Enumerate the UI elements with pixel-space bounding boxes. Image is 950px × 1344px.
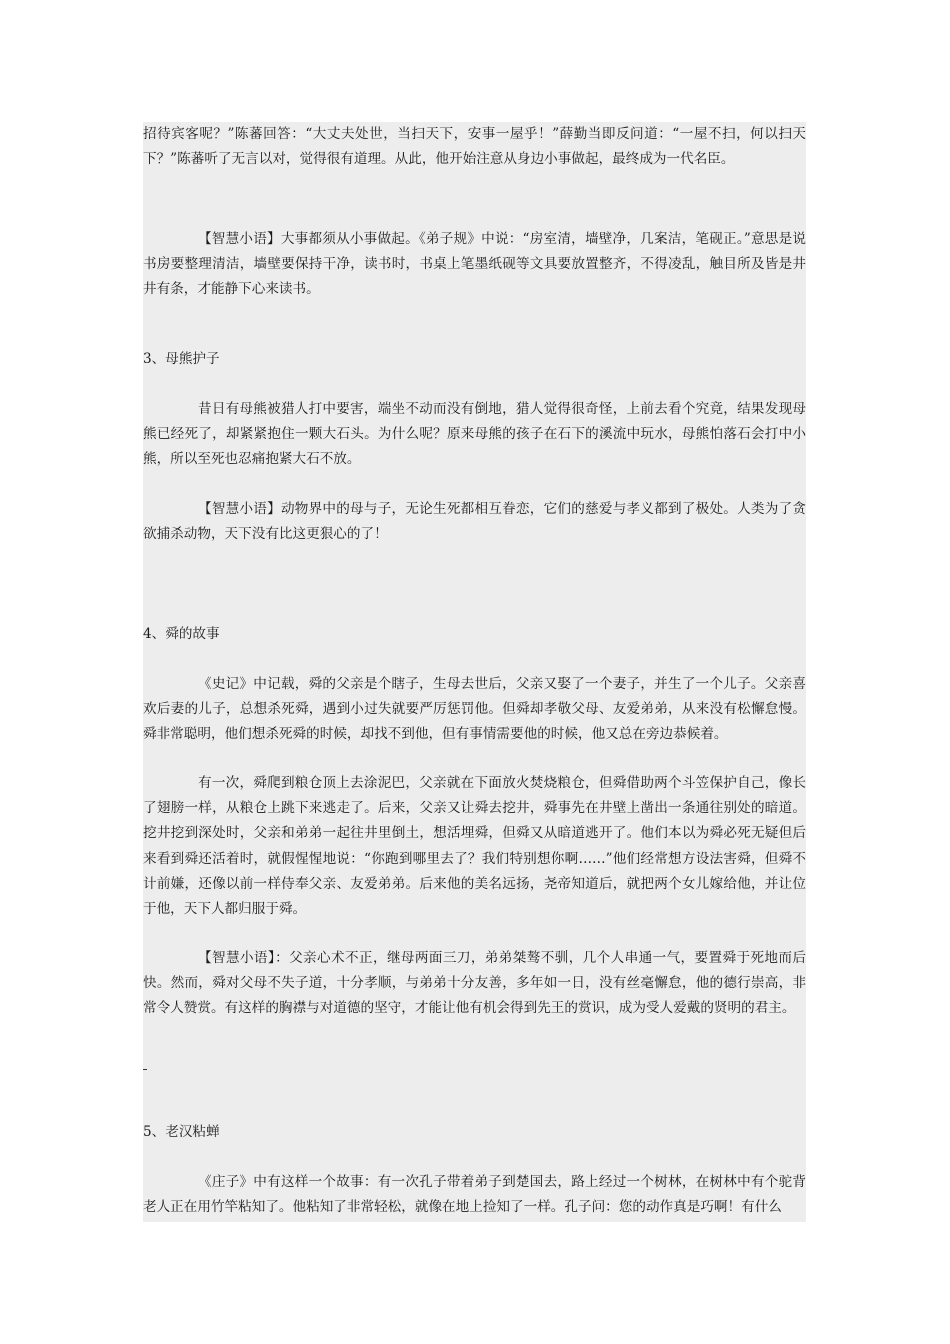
story-paragraph-4a: 《史记》中记载，舜的父亲是个瞎子，生母去世后，父亲又娶了一个妻子，并生了一个儿子。父亲喜欢后妻的儿子，总想杀死舜，遇到小过失就要严厉惩罚他。但舜却孝敬父母、友爱弟弟，从来没有松懈怠慢。舜非常聪明，他们想杀死舜的时候，却找不到他，但有事情需要他的时候，他又总在旁边恭候着。 — [143, 676, 806, 743]
story-paragraph-5: 《庄子》中有这样一个故事：有一次孔子带着弟子到楚国去，路上经过一个树林，在树林中有个驼背老人正在用竹竿粘知了。他粘知了非常轻松，就像在地上捡知了一样。孔子问：您的动作真是巧啊！有什么 — [143, 1174, 806, 1216]
story-paragraph-4b: 有一次，舜爬到粮仓顶上去涂泥巴，父亲就在下面放火焚烧粮仓，但舜借助两个斗笠保护自己，像长了翅膀一样，从粮仓上跳下来逃走了。后来，父亲又让舜去挖井，舜事先在井壁上凿出一条通往别处的暗道。挖井挖到深处时，父亲和弟弟一起往井里倒土，想活埋舜，但舜又从暗道逃开了。他们本以为舜必死无疑但后来看到舜还活着时，就假惺惺地说：“你跑到哪里去了？我们特别想你啊……”他们经常想方设法害舜，但舜不计前嫌，还像以前一样侍奉父亲、友爱弟弟。后来他的美名远扬，尧帝知道后，就把两个女儿嫁给他，并让位于他，天下人都归服于舜。 — [143, 775, 806, 918]
wisdom-paragraph-3: 【智慧小语】动物界中的母与子，无论生死都相互眷恋，它们的慈爱与孝义都到了极处。人类为了贪欲捕杀动物，天下没有比这更狠心的了！ — [143, 501, 806, 543]
wisdom-paragraph-4: 【智慧小语】：父亲心术不正，继母两面三刀，弟弟桀骜不驯，几个人串通一气，要置舜于死地而后快。然而，舜对父母不失子道，十分孝顺，与弟弟十分友善，多年如一日，没有丝毫懈怠，他的德行崇高，非常令人赞赏。有这样的胸襟与对道德的坚守，才能让他有机会得到先王的赏识，成为受人爱戴的贤明的君主。 — [143, 950, 806, 1017]
section-heading-3: 3、母熊护子 — [143, 351, 220, 367]
section-heading-4: 4、舜的故事 — [143, 626, 220, 642]
stray-mark — [143, 1069, 147, 1070]
section-heading-5: 5、老汉粘蝉 — [143, 1124, 220, 1140]
wisdom-paragraph-2: 【智慧小语】大事都须从小事做起。《弟子规》中说：“房室清，墙壁净，几案洁，笔砚正。”意思是说书房要整理清洁，墙壁要保持干净，读书时，书桌上笔墨纸砚等文具要放置整齐，不得凌乱，触目所及皆是井井有条，才能静下心来读书。 — [143, 231, 806, 298]
story-paragraph-3: 昔日有母熊被猎人打中要害，端坐不动而没有倒地，猎人觉得很奇怪，上前去看个究竟，结果发现母熊已经死了，却紧紧抱住一颗大石头。为什么呢？原来母熊的孩子在石下的溪流中玩水，母熊怕落石会打中小熊，所以至死也忍痛抱紧大石不放。 — [143, 401, 806, 468]
intro-paragraph: 招待宾客呢？”陈蕃回答：“大丈夫处世，当扫天下，安事一屋乎！”薛勤当即反问道：“一屋不扫，何以扫天下？”陈蕃听了无言以对，觉得很有道理。从此，他开始注意从身边小事做起，最终成为一代名臣。 — [143, 126, 806, 168]
